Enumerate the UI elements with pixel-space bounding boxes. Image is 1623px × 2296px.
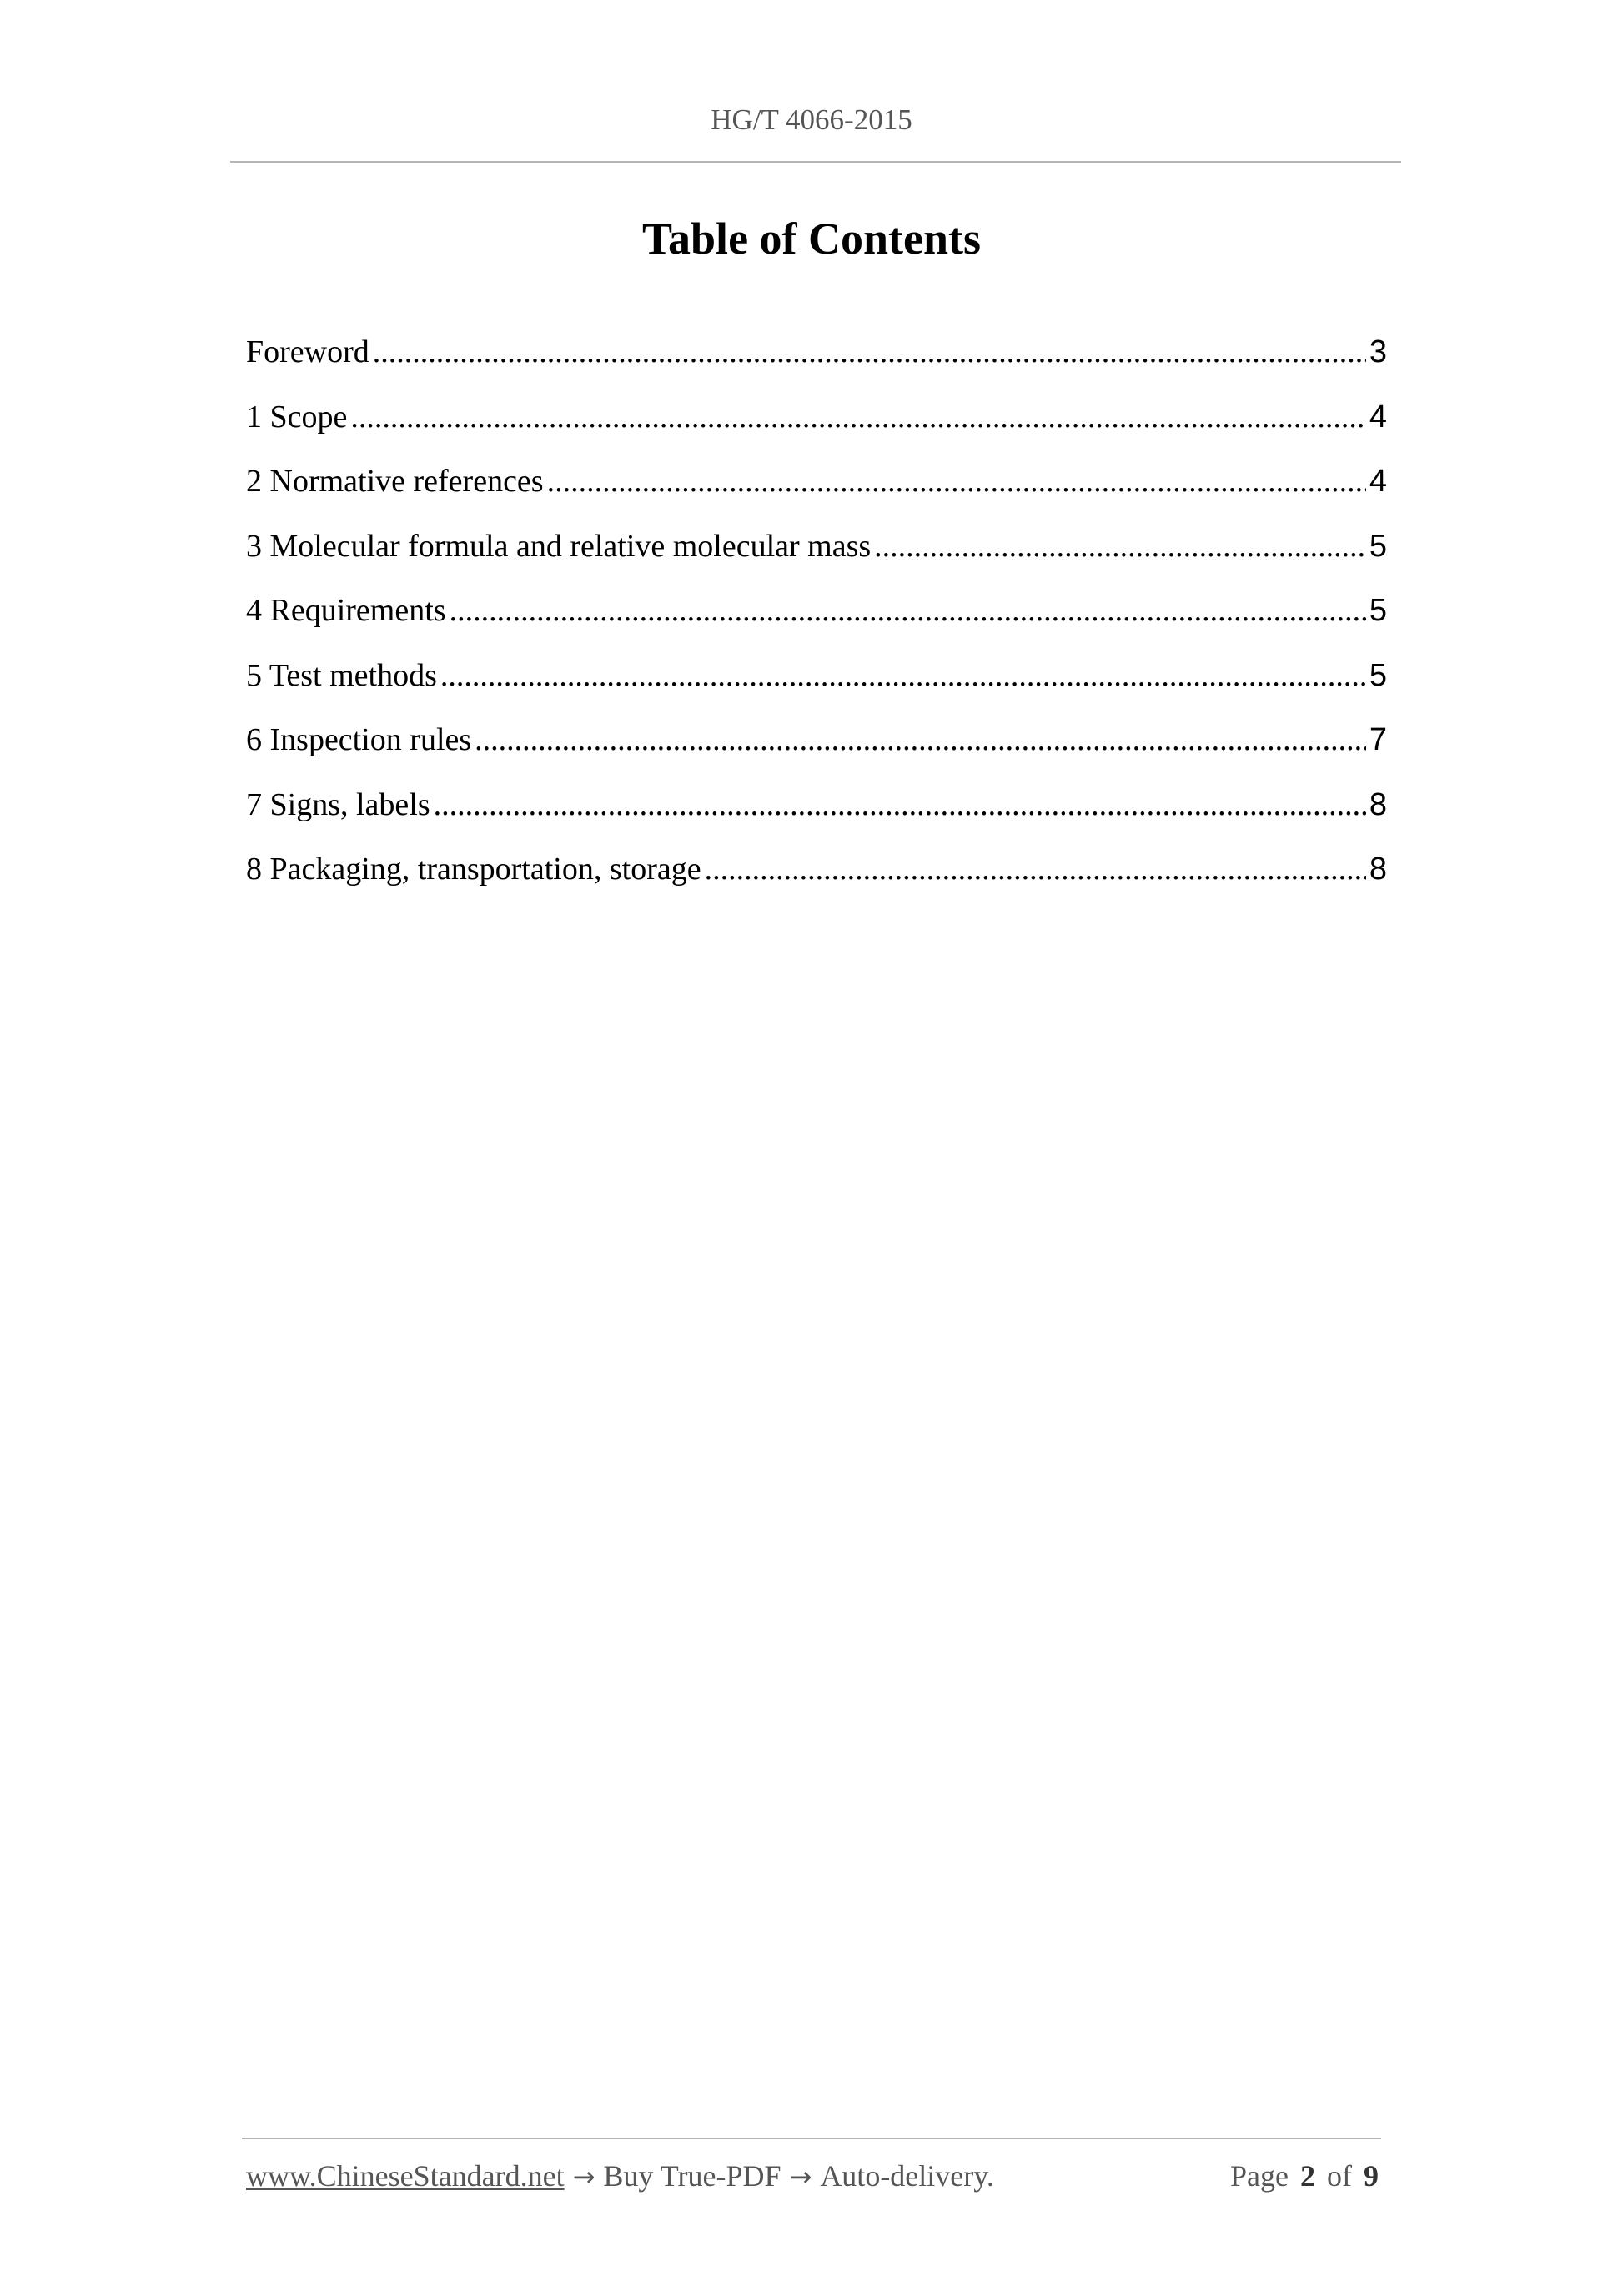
toc-entry-signs-labels[interactable]	[246, 786, 1387, 852]
of-word: of	[1327, 2159, 1352, 2193]
toc-entry-label: 3 Molecular formula and relative molecular mass	[246, 528, 872, 564]
toc-page-number: 5	[1369, 657, 1387, 693]
toc-entry-inspection-rules[interactable]	[246, 721, 1387, 786]
toc-dot-leader	[547, 463, 1366, 500]
toc-entry-label: 8 Packaging, transportation, storage	[246, 852, 701, 887]
page-footer	[246, 2158, 1379, 2193]
page-word: Page	[1230, 2159, 1289, 2193]
toc-dot-leader	[373, 334, 1366, 370]
toc-entry-packaging[interactable]	[246, 851, 1387, 916]
toc-entry-label: 2 Normative references	[246, 464, 544, 499]
page-indicator	[1230, 2158, 1379, 2193]
header-divider	[230, 161, 1401, 163]
toc-dot-leader	[350, 399, 1365, 435]
toc-entry-label: 4 Requirements	[246, 593, 446, 628]
toc-entry-normative-references[interactable]	[246, 463, 1387, 528]
toc-entry-label: 5 Test methods	[246, 657, 437, 693]
toc-entry-label: 1 Scope	[246, 399, 348, 435]
toc-page-number: 5	[1369, 593, 1387, 628]
toc-entry-scope[interactable]	[246, 399, 1387, 464]
website-link[interactable]: www.ChineseStandard.net	[246, 2159, 565, 2193]
toc-entry-test-methods[interactable]	[246, 657, 1387, 722]
toc-page-number: 4	[1369, 464, 1387, 499]
page-header: HG/T 4066-2015	[711, 103, 912, 136]
toc-entry-molecular-formula[interactable]	[246, 528, 1387, 593]
toc-page-number: 8	[1369, 852, 1387, 887]
toc-entry-label: Foreword	[246, 334, 369, 369]
toc-dot-leader	[705, 851, 1366, 887]
toc-dot-leader	[434, 786, 1366, 823]
arrow-right-icon: →	[572, 2161, 595, 2193]
toc-dot-leader	[440, 657, 1366, 694]
toc-dot-leader	[450, 592, 1366, 629]
current-page-number: 2	[1300, 2159, 1315, 2193]
footer-promo	[246, 2158, 994, 2193]
toc-entry-foreword[interactable]	[246, 334, 1387, 399]
arrow-right-icon: →	[789, 2161, 812, 2193]
buy-pdf-text: Buy True-PDF	[603, 2159, 781, 2193]
toc-page-number: 4	[1369, 399, 1387, 435]
footer-divider	[242, 2138, 1381, 2139]
total-page-count: 9	[1364, 2159, 1379, 2193]
auto-delivery-text: Auto-delivery.	[820, 2159, 994, 2193]
page-title: Table of Contents	[641, 214, 982, 264]
toc-page-number: 3	[1369, 334, 1387, 369]
toc-dot-leader	[475, 721, 1366, 758]
toc-entry-label: 6 Inspection rules	[246, 722, 472, 757]
toc-dot-leader	[874, 528, 1366, 565]
toc-page-number: 5	[1369, 528, 1387, 564]
table-of-contents	[246, 334, 1387, 916]
toc-entry-label: 7 Signs, labels	[246, 786, 430, 822]
toc-page-number: 7	[1369, 722, 1387, 757]
toc-page-number: 8	[1369, 786, 1387, 822]
toc-entry-requirements[interactable]	[246, 592, 1387, 657]
